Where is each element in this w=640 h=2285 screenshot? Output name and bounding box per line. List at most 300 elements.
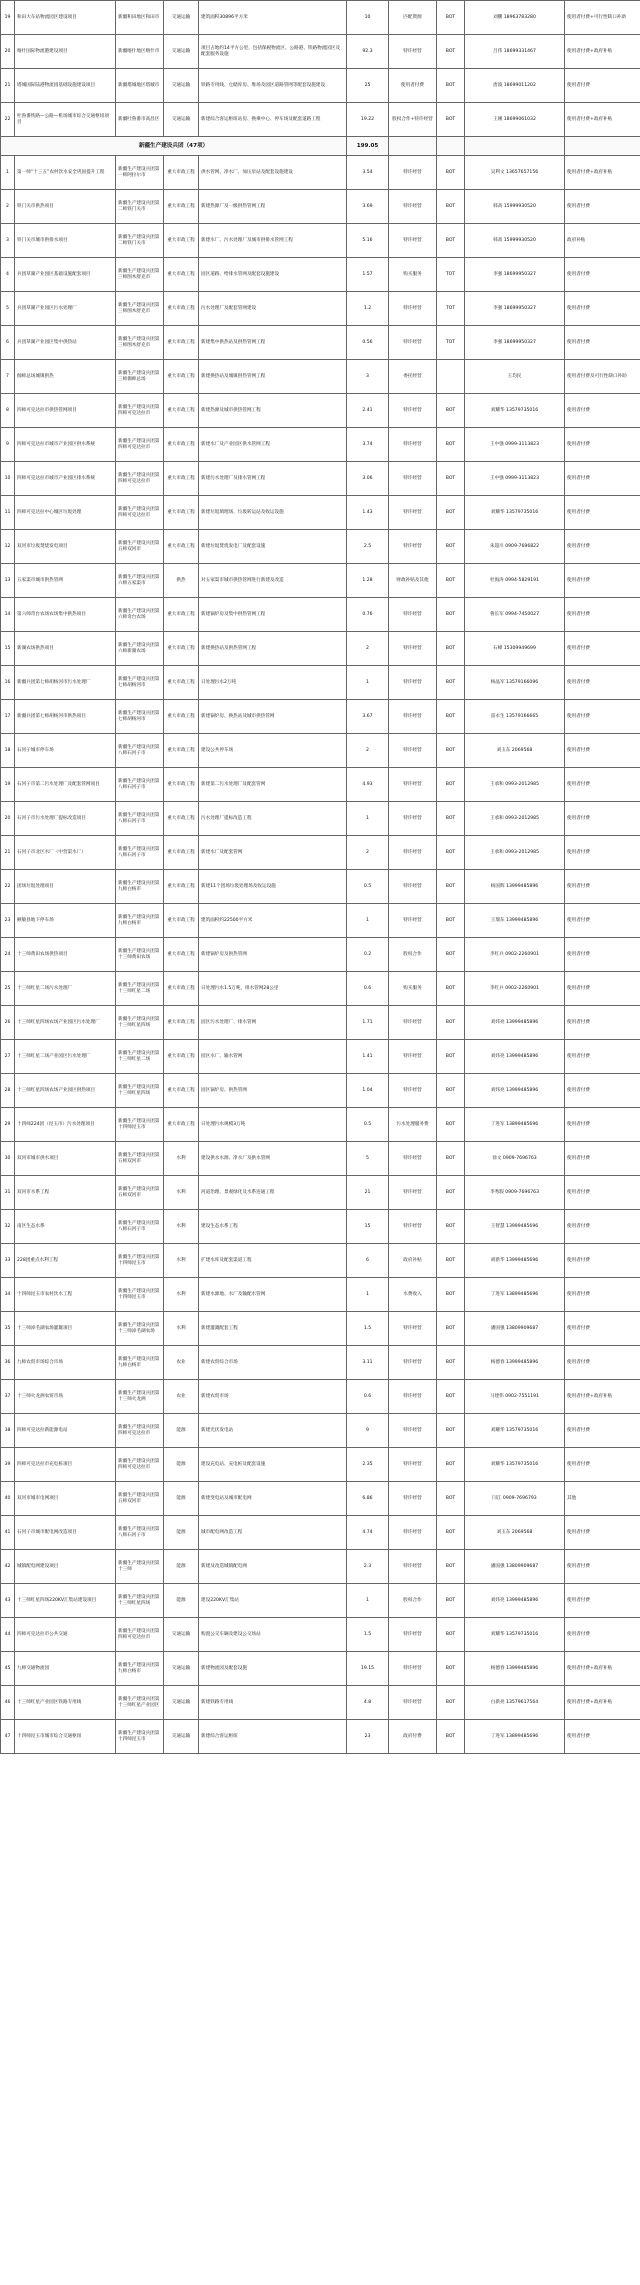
cooperation-model: 特许经营 (389, 1074, 437, 1108)
cooperation-model: 股权合作+特许经营 (389, 103, 437, 137)
cooperation-model: 特许经营 (389, 496, 437, 530)
project-industry: 重大市政工程 (164, 802, 199, 836)
table-row (1, 1006, 640, 1040)
operation-mode: BOT (437, 1278, 465, 1312)
project-investment: 1.2 (347, 292, 389, 326)
return-mechanism: 使用者付费+政府补贴 (565, 1686, 640, 1720)
cooperation-model: 特许经营 (389, 768, 437, 802)
project-industry: 重大市政工程 (164, 1108, 199, 1142)
row-number: 26 (1, 1006, 15, 1040)
project-investment: 25 (347, 69, 389, 103)
table-row (1, 1142, 640, 1176)
row-number: 47 (1, 1720, 15, 1754)
project-content: 建设220KV汇集站 (199, 1584, 347, 1618)
project-location: 新疆生产建设兵团第六师新湖农场 (116, 632, 164, 666)
return-mechanism: 使用者付费 (565, 1584, 640, 1618)
project-name: 十三师红星四场220KV汇集站建设项目 (15, 1584, 116, 1618)
project-investment: 3 (347, 360, 389, 394)
contact-person: 李秀瑕 0909-7696763 (465, 1176, 565, 1210)
operation-mode: BOT (437, 428, 465, 462)
project-name: 吐鲁番铁路—公路—机场城市综合交通枢纽项目 (15, 103, 116, 137)
project-name: 塔城国际陆港物流园基础设施建设项目 (15, 69, 116, 103)
operation-mode: BOT (437, 1312, 465, 1346)
project-industry: 交通运输 (164, 1686, 199, 1720)
project-location: 新疆生产建设兵团第八师石河子市 (116, 802, 164, 836)
return-mechanism: 使用者付费 (565, 1516, 640, 1550)
project-location: 新疆生产建设兵团第十四师昆玉市 (116, 1108, 164, 1142)
project-location: 新疆生产建设兵团第二师铁门关市 (116, 190, 164, 224)
contact-person: 王承和 0993-2012985 (465, 836, 565, 870)
contact-person: 刘炜亮 13999485896 (465, 1040, 565, 1074)
row-number: 6 (1, 326, 15, 360)
row-number: 21 (1, 836, 15, 870)
project-name: 双河市城市电网项目 (15, 1482, 116, 1516)
project-content: 新建锅炉房、换热站及城市供热管网 (199, 700, 347, 734)
project-investment: 6 (347, 1244, 389, 1278)
project-content: 建设公共停车场 (199, 734, 347, 768)
operation-mode: BOT (437, 734, 465, 768)
row-number: 4 (1, 258, 15, 292)
empty-cell (565, 137, 640, 156)
project-location: 新疆生产建设兵团第十三师红星四场 (116, 1006, 164, 1040)
project-content: 新建铁路专用线 (199, 1686, 347, 1720)
project-location: 新疆生产建设兵团第九师白杨市 (116, 870, 164, 904)
return-mechanism: 使用者付费 (565, 836, 640, 870)
table-row (1, 1040, 640, 1074)
section-title: 新疆生产建设兵团（47项） (1, 137, 347, 156)
project-industry: 重大市政工程 (164, 666, 199, 700)
project-industry: 重大市政工程 (164, 360, 199, 394)
project-content: 新建水厂、污水处理厂及城市供排水管网工程 (199, 224, 347, 258)
project-investment: 1 (347, 802, 389, 836)
row-number: 46 (1, 1686, 15, 1720)
contact-person: 刘耀华 13579735016 (465, 1448, 565, 1482)
cooperation-model: 特许经营 (389, 1210, 437, 1244)
return-mechanism: 使用者付费 (565, 462, 640, 496)
contact-person: 朱超川 0909-7696822 (465, 530, 565, 564)
row-number: 36 (1, 1346, 15, 1380)
cooperation-model: 特许经营 (389, 632, 437, 666)
table-row (1, 258, 640, 292)
project-investment: 3.74 (347, 428, 389, 462)
return-mechanism: 使用者付费 (565, 700, 640, 734)
project-content: 新建锅炉房及集中供热管网工程 (199, 598, 347, 632)
return-mechanism: 使用者付费 (565, 870, 640, 904)
project-name: 四师可克达拉市公共交通 (15, 1618, 116, 1652)
project-content: 新建污水处理厂及排水管网工程 (199, 462, 347, 496)
row-number: 30 (1, 1142, 15, 1176)
project-investment: 6.86 (347, 1482, 389, 1516)
project-content: 日处理污水1.5万吨，排水管网28公里 (199, 972, 347, 1006)
project-industry: 重大市政工程 (164, 394, 199, 428)
project-name: 和田大车站物流园区建设项目 (15, 1, 116, 35)
contact-person: 白新亮 13579617564 (465, 1686, 565, 1720)
cooperation-model: 特许经营 (389, 1006, 437, 1040)
project-name: 额敏县地下停车场 (15, 904, 116, 938)
project-location: 新疆生产建设兵团第十四师昆玉市 (116, 1720, 164, 1754)
return-mechanism: 使用者付费 (565, 1108, 640, 1142)
project-investment: 10 (347, 1, 389, 35)
cooperation-model: 匹配资源 (389, 1, 437, 35)
return-mechanism: 使用者付费 (565, 938, 640, 972)
row-number: 2 (1, 190, 15, 224)
row-number: 19 (1, 1, 15, 35)
cooperation-model: 特许经营 (389, 326, 437, 360)
project-content: 扩建水库及配套渠道工程 (199, 1244, 347, 1278)
table-row (1, 972, 640, 1006)
row-number: 20 (1, 35, 15, 69)
row-number: 38 (1, 1414, 15, 1448)
row-number: 3 (1, 224, 15, 258)
project-location: 新疆生产建设兵团第十三师红星四场 (116, 1074, 164, 1108)
project-industry: 交通运输 (164, 69, 199, 103)
project-location: 新疆生产建设兵团第三师图木舒克市 (116, 326, 164, 360)
operation-mode: BOT (437, 1482, 465, 1516)
project-content: 日处理污水2万吨 (199, 666, 347, 700)
project-investment: 5 (347, 1142, 389, 1176)
operation-mode (437, 360, 465, 394)
project-name: 十四师昆玉市城市综合交通枢纽 (15, 1720, 116, 1754)
project-industry: 水利 (164, 1142, 199, 1176)
cooperation-model: 特许经营 (389, 35, 437, 69)
table-row (1, 1584, 640, 1618)
row-number: 24 (1, 938, 15, 972)
cooperation-model: 特许经营 (389, 462, 437, 496)
return-mechanism: 使用者付费及可行性缺口补助 (565, 360, 640, 394)
project-content: 日处理污水规模3万吨 (199, 1108, 347, 1142)
project-investment: 23 (347, 1720, 389, 1754)
project-location: 新疆生产建设兵团第六师奇台农场 (116, 598, 164, 632)
operation-mode: TOT (437, 292, 465, 326)
project-content: 建设生态水系工程 (199, 1210, 347, 1244)
row-number: 8 (1, 394, 15, 428)
return-mechanism: 使用者付费 (565, 1210, 640, 1244)
project-name: 兵团草湖产业园区基础设施配套项目 (15, 258, 116, 292)
operation-mode: BOT (437, 1618, 465, 1652)
empty-cell (465, 137, 565, 156)
project-location: 新疆生产建设兵团第六师五家渠市 (116, 564, 164, 598)
operation-mode: BOT (437, 156, 465, 190)
row-number: 25 (1, 972, 15, 1006)
project-industry: 重大市政工程 (164, 496, 199, 530)
project-investment: 1 (347, 1584, 389, 1618)
return-mechanism: 使用者付费 (565, 1006, 640, 1040)
operation-mode: BOT (437, 1346, 465, 1380)
cooperation-model: 财政补贴及其他 (389, 564, 437, 598)
table-row (1, 462, 640, 496)
cooperation-model: 特许经营 (389, 836, 437, 870)
row-number: 39 (1, 1448, 15, 1482)
table-row (1, 35, 640, 69)
contact-person: 杜海涛 0994-5829191 (465, 564, 565, 598)
operation-mode: BOT (437, 1006, 465, 1040)
table-row (1, 360, 640, 394)
project-location: 新疆生产建设兵团第十三师红星四场 (116, 1584, 164, 1618)
operation-mode: BOT (437, 1414, 465, 1448)
project-name: 石河子市北区水厂（中营渠水厂） (15, 836, 116, 870)
project-name: 四师可克达拉市充电桩项目 (15, 1448, 116, 1482)
operation-mode: BOT (437, 462, 465, 496)
row-number: 10 (1, 462, 15, 496)
contact-person: 李红兵 0902-2260901 (465, 938, 565, 972)
project-location: 新疆生产建设兵团第四师可克达拉市 (116, 462, 164, 496)
table-row (1, 700, 640, 734)
contact-person: 刘耀华 13579735016 (465, 1618, 565, 1652)
operation-mode: BOT (437, 938, 465, 972)
contact-person: 丁进军 13899485696 (465, 1278, 565, 1312)
table-row (1, 69, 640, 103)
table-row (1, 1210, 640, 1244)
project-investment: 0.56 (347, 326, 389, 360)
project-name: 喀什国际物流港建设项目 (15, 35, 116, 69)
cooperation-model: 特许经营 (389, 224, 437, 258)
cooperation-model: 特许经营 (389, 1550, 437, 1584)
table-row (1, 904, 640, 938)
section-total-investment: 199.05 (347, 137, 389, 156)
contact-person: 李强 18699950327 (465, 258, 565, 292)
return-mechanism: 使用者付费 (565, 1312, 640, 1346)
project-location: 新疆生产建设兵团第十三师 (116, 1550, 164, 1584)
return-mechanism: 使用者付费 (565, 69, 640, 103)
project-name: 铁门关市供热项目 (15, 190, 116, 224)
table-row (1, 734, 640, 768)
return-mechanism: 使用者付费 (565, 666, 640, 700)
contact-person: 胡新华 13999485696 (465, 1244, 565, 1278)
project-location: 新疆生产建设兵团第七师胡杨河市 (116, 666, 164, 700)
project-name: 228团重点水利工程 (15, 1244, 116, 1278)
project-location: 新疆生产建设兵团第五师双河市 (116, 1142, 164, 1176)
operation-mode: BOT (437, 1584, 465, 1618)
return-mechanism: 使用者付费 (565, 1346, 640, 1380)
project-content: 建筑面积约22500平方米 (199, 904, 347, 938)
contact-person: 刘玉东 2069568 (465, 734, 565, 768)
project-content: 城市配电网改造工程 (199, 1516, 347, 1550)
return-mechanism: 使用者付费 (565, 802, 640, 836)
project-content: 河道治理、景观绿化及水系连通工程 (199, 1176, 347, 1210)
project-location: 新疆生产建设兵团第八师石河子市 (116, 734, 164, 768)
project-investment: 21 (347, 1176, 389, 1210)
contact-person: 王中强 0999-3113823 (465, 462, 565, 496)
project-industry: 能源 (164, 1516, 199, 1550)
contact-person: 王承和 0993-2012985 (465, 768, 565, 802)
project-content: 新建变电站及城市配电网 (199, 1482, 347, 1516)
project-industry: 交通运输 (164, 1618, 199, 1652)
table-row (1, 1244, 640, 1278)
project-name: 四师可克达拉市城市产业园区供水系统 (15, 428, 116, 462)
return-mechanism: 使用者付费 (565, 904, 640, 938)
project-industry: 重大市政工程 (164, 530, 199, 564)
project-name: 四师可克达拉市供热管网项目 (15, 394, 116, 428)
project-name: 四师可克达拉中心城区垃圾处理 (15, 496, 116, 530)
operation-mode: BOT (437, 666, 465, 700)
project-name: 伽师总场城镇供热 (15, 360, 116, 394)
project-name: 团场垃圾处理项目 (15, 870, 116, 904)
project-content: 供水管网、净水厂、加压泵站及配套设施建设 (199, 156, 347, 190)
project-investment: 3.67 (347, 700, 389, 734)
return-mechanism: 使用者付费 (565, 428, 640, 462)
row-number: 41 (1, 1516, 15, 1550)
project-industry: 重大市政工程 (164, 972, 199, 1006)
project-location: 新疆生产建设兵团第四师可克达拉市 (116, 428, 164, 462)
table-row (1, 292, 640, 326)
row-number: 17 (1, 700, 15, 734)
project-location: 新疆生产建设兵团第八师石河子市 (116, 836, 164, 870)
project-investment: 2 (347, 632, 389, 666)
cooperation-model: 特许经营 (389, 190, 437, 224)
project-location: 新疆生产建设兵团第十三师火龙洲 (116, 1380, 164, 1414)
operation-mode: BOT (437, 1652, 465, 1686)
project-industry: 水利 (164, 1278, 199, 1312)
operation-mode: BOT (437, 394, 465, 428)
row-number: 33 (1, 1244, 15, 1278)
table-row (1, 224, 640, 258)
table-row (1, 1618, 640, 1652)
table-row (1, 1686, 640, 1720)
project-investment: 0.2 (347, 938, 389, 972)
project-content: 新建水厂及产业园区供水管网工程 (199, 428, 347, 462)
contact-person: 闫江 0909-7696793 (465, 1482, 565, 1516)
project-industry: 重大市政工程 (164, 700, 199, 734)
contact-person: 刘炜亮 13999485896 (465, 1584, 565, 1618)
project-location: 新疆生产建设兵团第七师胡杨河市 (116, 700, 164, 734)
return-mechanism: 使用者付费 (565, 1720, 640, 1754)
cooperation-model: 特许经营 (389, 1686, 437, 1720)
project-location: 新疆生产建设兵团第八师石河子市 (116, 1210, 164, 1244)
return-mechanism: 使用者付费+可行性缺口补助 (565, 1, 640, 35)
table-row (1, 394, 640, 428)
project-content: 新建垃圾填埋场、垃圾转运站及收运设施 (199, 496, 347, 530)
table-row (1, 768, 640, 802)
project-investment: 3.69 (347, 190, 389, 224)
cooperation-model: 特许经营 (389, 1346, 437, 1380)
project-content: 新建综合客运枢纽 (199, 1720, 347, 1754)
row-number: 42 (1, 1550, 15, 1584)
operation-mode: BOT (437, 224, 465, 258)
return-mechanism: 使用者付费+政府补贴 (565, 1652, 640, 1686)
project-name: 十三师火龙洲农贸市场 (15, 1380, 116, 1414)
operation-mode: BOT (437, 1244, 465, 1278)
project-location: 新疆生产建设兵团第四师可克达拉市 (116, 1448, 164, 1482)
project-content: 新建热源及城市供热管网工程 (199, 394, 347, 428)
contact-person: 韩高 15999930520 (465, 190, 565, 224)
project-investment: 1 (347, 666, 389, 700)
project-content: 新建换热站及供热管网工程 (199, 632, 347, 666)
project-industry: 重大市政工程 (164, 870, 199, 904)
row-number: 22 (1, 870, 15, 904)
project-name: 十三师红星二场污水处理厂 (15, 972, 116, 1006)
project-location: 新疆生产建设兵团第十三师红星二场 (116, 972, 164, 1006)
project-industry: 重大市政工程 (164, 190, 199, 224)
row-number: 31 (1, 1176, 15, 1210)
project-location: 新疆生产建设兵团第八师石河子市 (116, 1516, 164, 1550)
cooperation-model: 购买服务 (389, 258, 437, 292)
project-content: 园区道路、给排水管网及配套设施建设 (199, 258, 347, 292)
cooperation-model: 特许经营 (389, 1482, 437, 1516)
project-industry: 交通运输 (164, 35, 199, 69)
return-mechanism: 使用者付费 (565, 530, 640, 564)
project-name: 十三师红星四场农场产业园区污水处理厂 (15, 1006, 116, 1040)
project-investment: 2.41 (347, 394, 389, 428)
contact-person: 刘玉东 2069568 (465, 1516, 565, 1550)
project-industry: 水利 (164, 1244, 199, 1278)
return-mechanism: 使用者付费 (565, 1074, 640, 1108)
contact-person: 王均民 (465, 360, 565, 394)
row-number: 20 (1, 802, 15, 836)
project-name: 双河市水系工程 (15, 1176, 116, 1210)
project-investment: 9 (347, 1414, 389, 1448)
table-row (1, 1346, 640, 1380)
operation-mode: BOT (437, 1448, 465, 1482)
project-investment: 19.15 (347, 1652, 389, 1686)
cooperation-model: 特许经营 (389, 1652, 437, 1686)
row-number: 29 (1, 1108, 15, 1142)
project-location: 新疆生产建设兵团第十三师红星产业园区 (116, 1686, 164, 1720)
table-row (1, 1652, 640, 1686)
return-mechanism: 使用者付费 (565, 1278, 640, 1312)
project-name: 新疆兵团第七师胡杨河市污水处理厂 (15, 666, 116, 700)
project-location: 新疆生产建设兵团第八师石河子市 (116, 768, 164, 802)
operation-mode: BOT (437, 1380, 465, 1414)
row-number: 21 (1, 69, 15, 103)
project-location: 新疆生产建设兵团第九师白杨市 (116, 1652, 164, 1686)
table-row (1, 870, 640, 904)
project-location: 新疆生产建设兵团第五师双河市 (116, 530, 164, 564)
project-investment: 1.5 (347, 1618, 389, 1652)
row-number: 13 (1, 564, 15, 598)
project-content: 新建换热站及城镇供热管网工程 (199, 360, 347, 394)
operation-mode: BOT (437, 1074, 465, 1108)
return-mechanism: 使用者付费 (565, 768, 640, 802)
row-number: 43 (1, 1584, 15, 1618)
row-number: 37 (1, 1380, 15, 1414)
table-row (1, 1720, 640, 1754)
operation-mode: BOT (437, 564, 465, 598)
project-investment: 1.57 (347, 258, 389, 292)
contact-person: 韩高 15999930520 (465, 224, 565, 258)
project-industry: 能源 (164, 1414, 199, 1448)
operation-mode: BOT (437, 69, 465, 103)
row-number: 18 (1, 734, 15, 768)
project-investment: 2.35 (347, 1448, 389, 1482)
return-mechanism: 使用者付费 (565, 326, 640, 360)
project-content: 建筑面积30896平方米 (199, 1, 347, 35)
project-investment: 2 (347, 734, 389, 768)
project-name: 十三师红星四场农场产业园区供热项目 (15, 1074, 116, 1108)
project-content: 新建锅炉房及供热管网 (199, 938, 347, 972)
project-investment: 0.5 (347, 870, 389, 904)
project-location: 新疆生产建设兵团第二师铁门关市 (116, 224, 164, 258)
project-industry: 重大市政工程 (164, 938, 199, 972)
project-content: 项目占地约14平方公里，包括保税物流区、公路港、铁路物流园区及配套服务设施 (199, 35, 347, 69)
operation-mode: TOT (437, 326, 465, 360)
operation-mode: BOT (437, 1176, 465, 1210)
row-number: 27 (1, 1040, 15, 1074)
project-location: 新疆塔城地区塔城市 (116, 69, 164, 103)
operation-mode: BOT (437, 35, 465, 69)
contact-person: 马建伟 0902-7551191 (465, 1380, 565, 1414)
return-mechanism: 使用者付费 (565, 564, 640, 598)
operation-mode: BOT (437, 1040, 465, 1074)
project-industry: 重大市政工程 (164, 598, 199, 632)
project-name: 兵团草湖产业园区污水处理厂 (15, 292, 116, 326)
project-industry: 重大市政工程 (164, 258, 199, 292)
project-location: 新疆吐鲁番市高昌区 (116, 103, 164, 137)
project-name: 十三师淖毛湖农场灌溉项目 (15, 1312, 116, 1346)
project-content: 建设充电站、充电桩及配套设施 (199, 1448, 347, 1482)
project-name: 第一师“十三五”农村饮水安全巩固提升工程 (15, 156, 116, 190)
project-content: 新建物流园及配套设施 (199, 1652, 347, 1686)
row-number: 16 (1, 666, 15, 700)
